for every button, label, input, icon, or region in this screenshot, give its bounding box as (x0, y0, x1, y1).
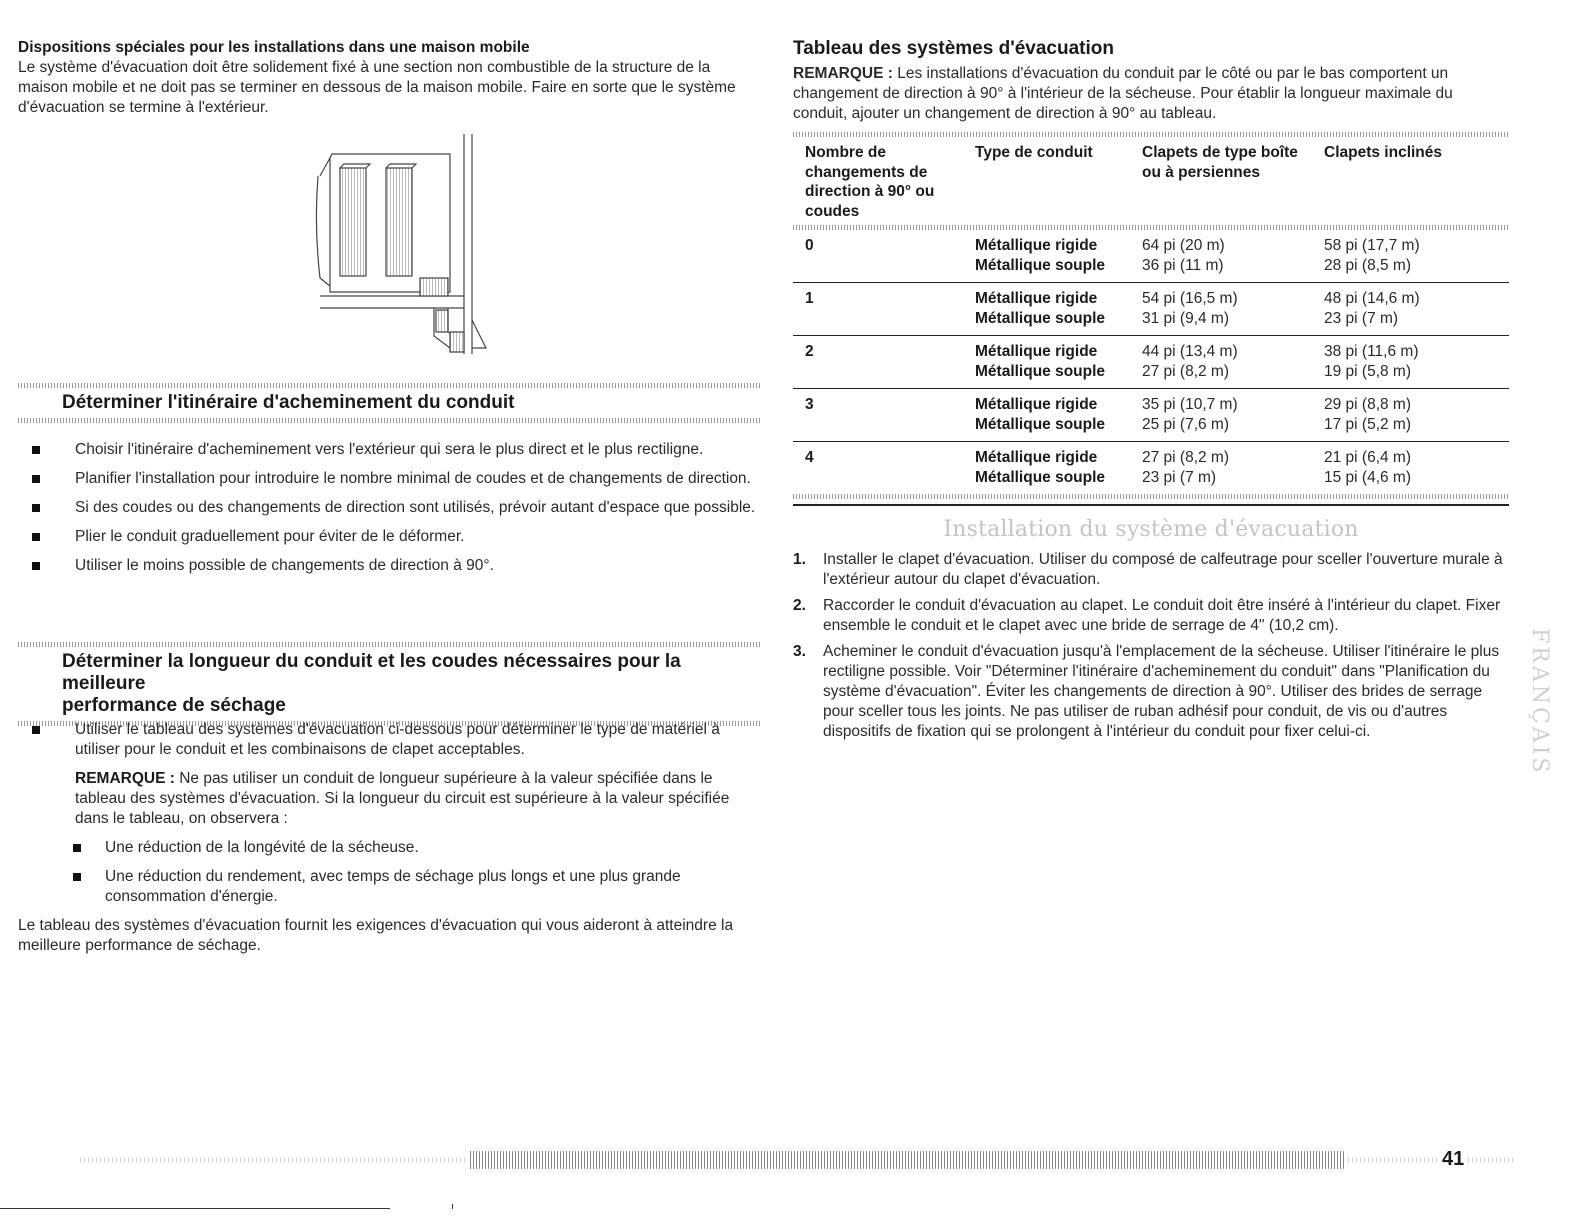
table-row: 2 Métallique rigide Métallique souple 44 pi (13,4 m) 27 pi (8,2 m) 38 pi (11,6 m) 19 pi (5,8 m) (793, 336, 1509, 389)
col-header: Clapets de type boîte ou à persiennes (1142, 144, 1298, 181)
list-item: Si des coudes ou des changements de direction sont utilisés, prévoir autant d'espace que possible. (18, 498, 760, 518)
mobile-home-text: Le système d'évacuation doit être solidement fixé à une section non combustible de la structure de la maison mobile et ne doit pas se terminer en dessous de la maison mobile. Faire en sorte que le système d'évacuation se termine à l'extérieur. (18, 59, 736, 116)
list-item: 1. Installer le clapet d'évacuation. Utiliser du composé de calfeutrage pour sceller l'ouverture murale à l'extérieur autour du clapet d'évacuation. (793, 551, 1503, 588)
length-section-body (18, 720, 760, 956)
bullet-square-icon (32, 475, 40, 483)
installation-title: Installation du système d'évacuation (943, 517, 1359, 542)
list-item: Planifier l'installation pour introduire le nombre minimal de coudes et de changements de direction. (18, 469, 760, 489)
length-section-header (18, 642, 760, 726)
col-header: Type de conduit (975, 144, 1093, 161)
bottom-tick-mark (452, 1204, 453, 1209)
list-item: Une réduction du rendement, avec temps de séchage plus longs et une plus grande consommation d'énergie. (18, 867, 760, 907)
divider (18, 418, 760, 423)
col-header: Nombre de changements de direction à 90° ou coudes (805, 144, 935, 220)
table-row: 3 Métallique rigide Métallique souple 35 pi (10,7 m) 25 pi (7,6 m) 29 pi (8,8 m) 17 pi (5,2 m) (793, 389, 1509, 442)
table-title: Tableau des systèmes d'évacuation (793, 38, 1114, 59)
route-heading: Déterminer l'itinéraire d'acheminement du conduit (62, 392, 515, 413)
bullet-square-icon (32, 504, 40, 512)
table-bottom-rule (793, 504, 1509, 506)
dryer-vent-illustration (300, 96, 510, 358)
length-closing: Le tableau des systèmes d'évacuation fournit les exigences d'évacuation qui vous aideront à atteindre la meilleure performance de séchage. (18, 917, 734, 954)
exhaust-table (793, 137, 1509, 494)
length-heading: Déterminer la longueur du conduit et les coudes nécessaires pour la meilleure performance de séchage (62, 651, 681, 716)
footer-dotted-line (80, 1157, 468, 1163)
bullet-square-icon (32, 446, 40, 454)
length-bullet-list (18, 720, 760, 760)
page-number: 41 (1438, 1148, 1468, 1171)
mobile-home-heading: Dispositions spéciales pour les installations dans une maison mobile (18, 39, 530, 56)
bullet-square-icon (73, 873, 81, 881)
route-bullet-list (18, 440, 760, 585)
table-row: 4 Métallique rigide Métallique souple 27 pi (8,2 m) 23 pi (7 m) 21 pi (6,4 m) 15 pi (4,6 m) (793, 442, 1509, 495)
installation-steps (793, 550, 1509, 742)
table-row: 1 Métallique rigide Métallique souple 54 pi (16,5 m) 31 pi (9,4 m) 48 pi (14,6 m) 23 pi (7 m) (793, 283, 1509, 336)
route-section-header (18, 383, 760, 423)
list-item: 2. Raccorder le conduit d'évacuation au clapet. Le conduit doit être inséré à l'intérieur du clapet. Fixer ensemble le conduit et le clapet avec une bride de serrage de 4" (10,2 cm). (793, 597, 1501, 634)
table-header-row (793, 137, 1509, 225)
divider (793, 494, 1509, 499)
col-header: Clapets inclinés (1324, 144, 1443, 161)
footer-dotted-line (1348, 1157, 1516, 1163)
length-note: REMARQUE : Ne pas utiliser un conduit de longueur supérieure à la valeur spécifiée dans le tableau des systèmes d'évacuation. Si la longueur du circuit est supérieure à la valeur spécifiée dans le tableau, on observera : (75, 770, 730, 827)
list-item: 3. Acheminer le conduit d'évacuation jusqu'à l'emplacement de la sécheuse. Utiliser l'itinéraire le plus rectiligne possible. Voir "Déterminer l'itinéraire d'acheminement du conduit" dans "Planification du système d'évacuation". Éviter les changements de direction à 90°. Utiliser des brides de serrage pour sceller tous les joints. Ne pas utiliser de ruban adhésif pour conduit, de vis ou d'autres dispositifs de fixation qui se prolongent à l'intérieur du conduit pour fixer celui-ci. (793, 643, 1500, 740)
list-item: Utiliser le tableau des systèmes d'évacuation ci-dessous pour déterminer le type de matériel à utiliser pour le conduit et les combinaisons de clapet acceptables. (18, 720, 760, 760)
list-item: Choisir l'itinéraire d'acheminement vers l'extérieur qui sera le plus direct et le plus rectiligne. (18, 440, 760, 460)
list-item: Utiliser le moins possible de changements de direction à 90°. (18, 556, 760, 576)
bullet-square-icon (32, 726, 40, 734)
sub-bullet-list (18, 838, 760, 907)
bottom-rule (0, 1208, 390, 1209)
footer-hatched-bar (470, 1151, 1345, 1169)
table-note: REMARQUE : Les installations d'évacuation du conduit par le côté ou par le bas comportent un changement de direction à 90° à l'intérieur de la sécheuse. Pour établir la longueur maximale du conduit, ajouter un changement de direction à 90° au tableau. (793, 65, 1453, 122)
exhaust-table-block (793, 38, 1509, 748)
list-item: Une réduction de la longévité de la sécheuse. (18, 838, 760, 858)
bullet-square-icon (32, 562, 40, 570)
bullet-square-icon (73, 844, 81, 852)
table-row: 0 Métallique rigide Métallique souple 64 pi (20 m) 36 pi (11 m) 58 pi (17,7 m) 28 pi (8,5 m) (805, 237, 1420, 274)
bullet-square-icon (32, 533, 40, 541)
list-item: Plier le conduit graduellement pour éviter de le déformer. (18, 527, 760, 547)
language-side-tab: FRANÇAIS (1527, 628, 1552, 776)
